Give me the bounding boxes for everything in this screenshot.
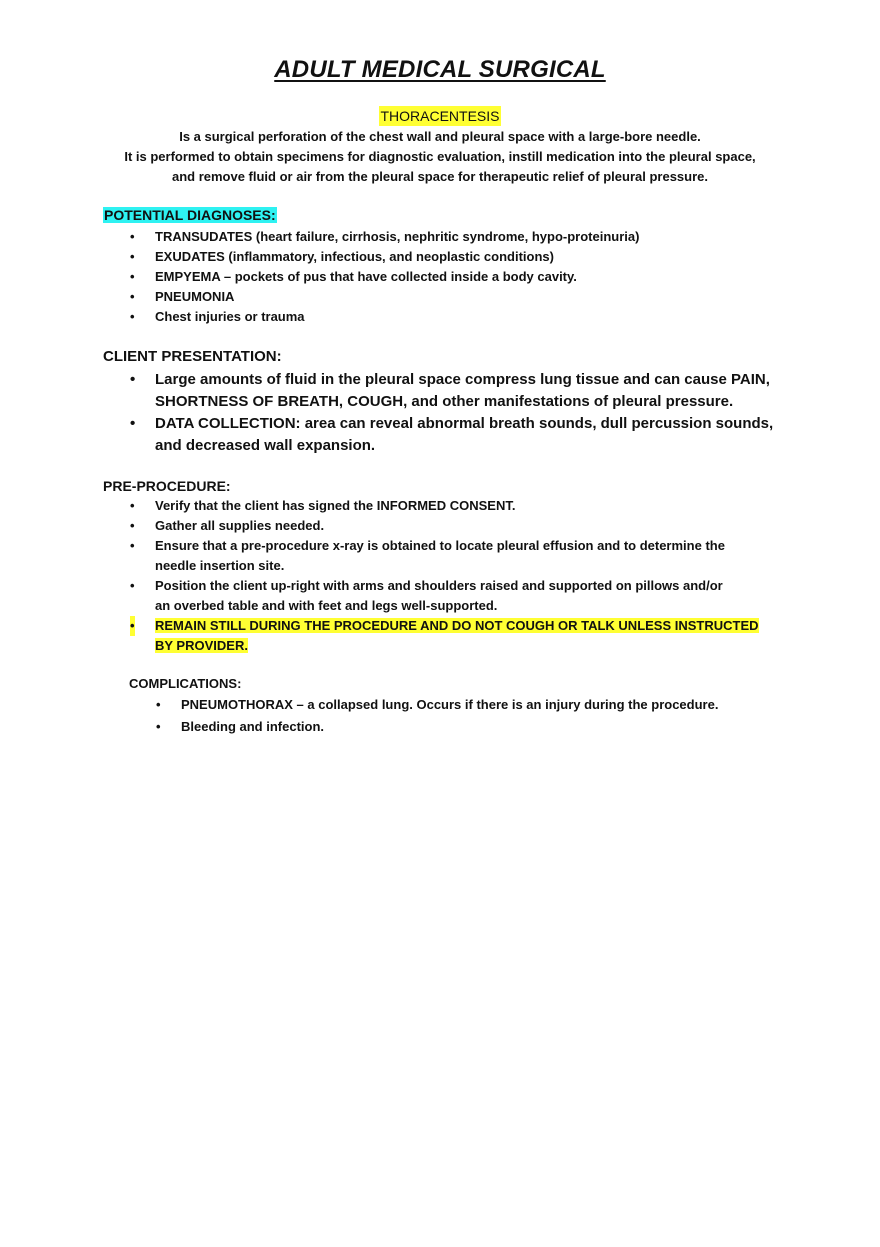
list-item xyxy=(130,267,639,287)
bullet-icon: • xyxy=(130,538,135,553)
highlighted-warning-item xyxy=(130,616,759,656)
list-item-text: EXUDATES (inflammatory, infectious, and neoplastic conditions) xyxy=(155,249,554,264)
complications-list xyxy=(156,694,719,738)
page-title: ADULT MEDICAL SURGICAL xyxy=(274,56,606,83)
list-item-text: Bleeding and infection. xyxy=(181,719,325,734)
intro-line: It is performed to obtain specimens for diagnostic evaluation, instill medication into the pleural space, xyxy=(124,149,756,164)
bullet-icon: • xyxy=(130,229,135,244)
bullet-icon: • xyxy=(130,415,136,432)
bullet-icon: • xyxy=(130,578,135,593)
bullet-icon: • xyxy=(130,371,136,388)
list-item-text: SHORTNESS OF BREATH, COUGH, and other manifestations of pleural pressure. xyxy=(155,393,734,410)
list-item-text xyxy=(155,636,759,656)
presentation-list xyxy=(130,369,774,457)
bullet-icon: • xyxy=(130,249,135,264)
list-item xyxy=(130,496,759,516)
list-item xyxy=(130,413,774,457)
list-item xyxy=(130,227,640,247)
list-item-text: EMPYEMA – pockets of pus that have collected inside a body cavity. xyxy=(155,269,577,284)
list-item-text: Gather all supplies needed. xyxy=(155,518,325,533)
intro-line: and remove fluid or air from the pleural space for therapeutic relief of pleural pressure. xyxy=(171,169,709,184)
list-item-text: and decreased wall expansion. xyxy=(155,437,376,454)
complications-heading: COMPLICATIONS: xyxy=(129,676,242,691)
list-item xyxy=(130,247,639,267)
bullet-icon: • xyxy=(156,697,161,712)
list-item xyxy=(130,369,773,413)
list-item xyxy=(130,576,759,616)
list-item-text: Large amounts of fluid in the pleural space compress lung tissue and can cause PAIN, xyxy=(155,371,770,388)
list-item xyxy=(156,716,718,738)
pre-procedure-list xyxy=(130,496,759,656)
bullet-icon: • xyxy=(130,309,135,324)
subtitle-wrapper xyxy=(0,106,880,126)
diagnoses-list xyxy=(130,227,640,327)
pre-procedure-heading: PRE-PROCEDURE: xyxy=(103,478,231,494)
list-item-text: PNEUMONIA xyxy=(155,289,235,304)
list-item-text xyxy=(155,616,759,636)
warning-text: REMAIN STILL DURING THE PROCEDURE AND DO NOT COUGH OR TALK UNLESS INSTRUCTED xyxy=(155,618,759,633)
list-item-text: PNEUMOTHORAX – a collapsed lung. Occurs if there is an injury during the procedure. xyxy=(181,697,719,712)
bullet-icon: • xyxy=(130,498,135,513)
bullet-icon: • xyxy=(156,719,161,734)
list-item xyxy=(130,516,759,536)
list-item xyxy=(156,694,719,716)
list-item xyxy=(130,536,759,576)
list-item-text: Chest injuries or trauma xyxy=(155,309,305,324)
intro-line: Is a surgical perforation of the chest wall and pleural space with a large-bore needle. xyxy=(179,129,701,144)
bullet-icon: • xyxy=(130,616,135,636)
list-item-text: DATA COLLECTION: area can reveal abnormal breath sounds, dull percussion sounds, xyxy=(155,415,774,432)
diagnoses-heading xyxy=(103,205,277,225)
bullet-icon: • xyxy=(130,269,135,284)
bullet-icon: • xyxy=(130,289,135,304)
procedure-subtitle: THORACENTESIS xyxy=(380,108,500,124)
list-item-text: needle insertion site. xyxy=(155,558,285,573)
list-item-text: TRANSUDATES (heart failure, cirrhosis, nephritic syndrome, hypo-proteinuria) xyxy=(155,229,640,244)
intro-paragraph xyxy=(0,127,880,187)
list-item-text: Ensure that a pre-procedure x-ray is obtained to locate pleural effusion and to determine the xyxy=(155,538,725,553)
bullet-icon: • xyxy=(130,518,135,533)
list-item xyxy=(130,307,639,327)
warning-text: BY PROVIDER. xyxy=(155,638,248,653)
list-item-text: Position the client up-right with arms and shoulders raised and supported on pillows and/or xyxy=(155,578,723,593)
diagnoses-heading-text: POTENTIAL DIAGNOSES: xyxy=(104,207,276,223)
list-item-text: Verify that the client has signed the INFORMED CONSENT. xyxy=(155,498,516,513)
list-item-text: an overbed table and with feet and legs well-supported. xyxy=(155,598,498,613)
presentation-heading: CLIENT PRESENTATION: xyxy=(103,348,282,365)
list-item xyxy=(130,287,639,307)
